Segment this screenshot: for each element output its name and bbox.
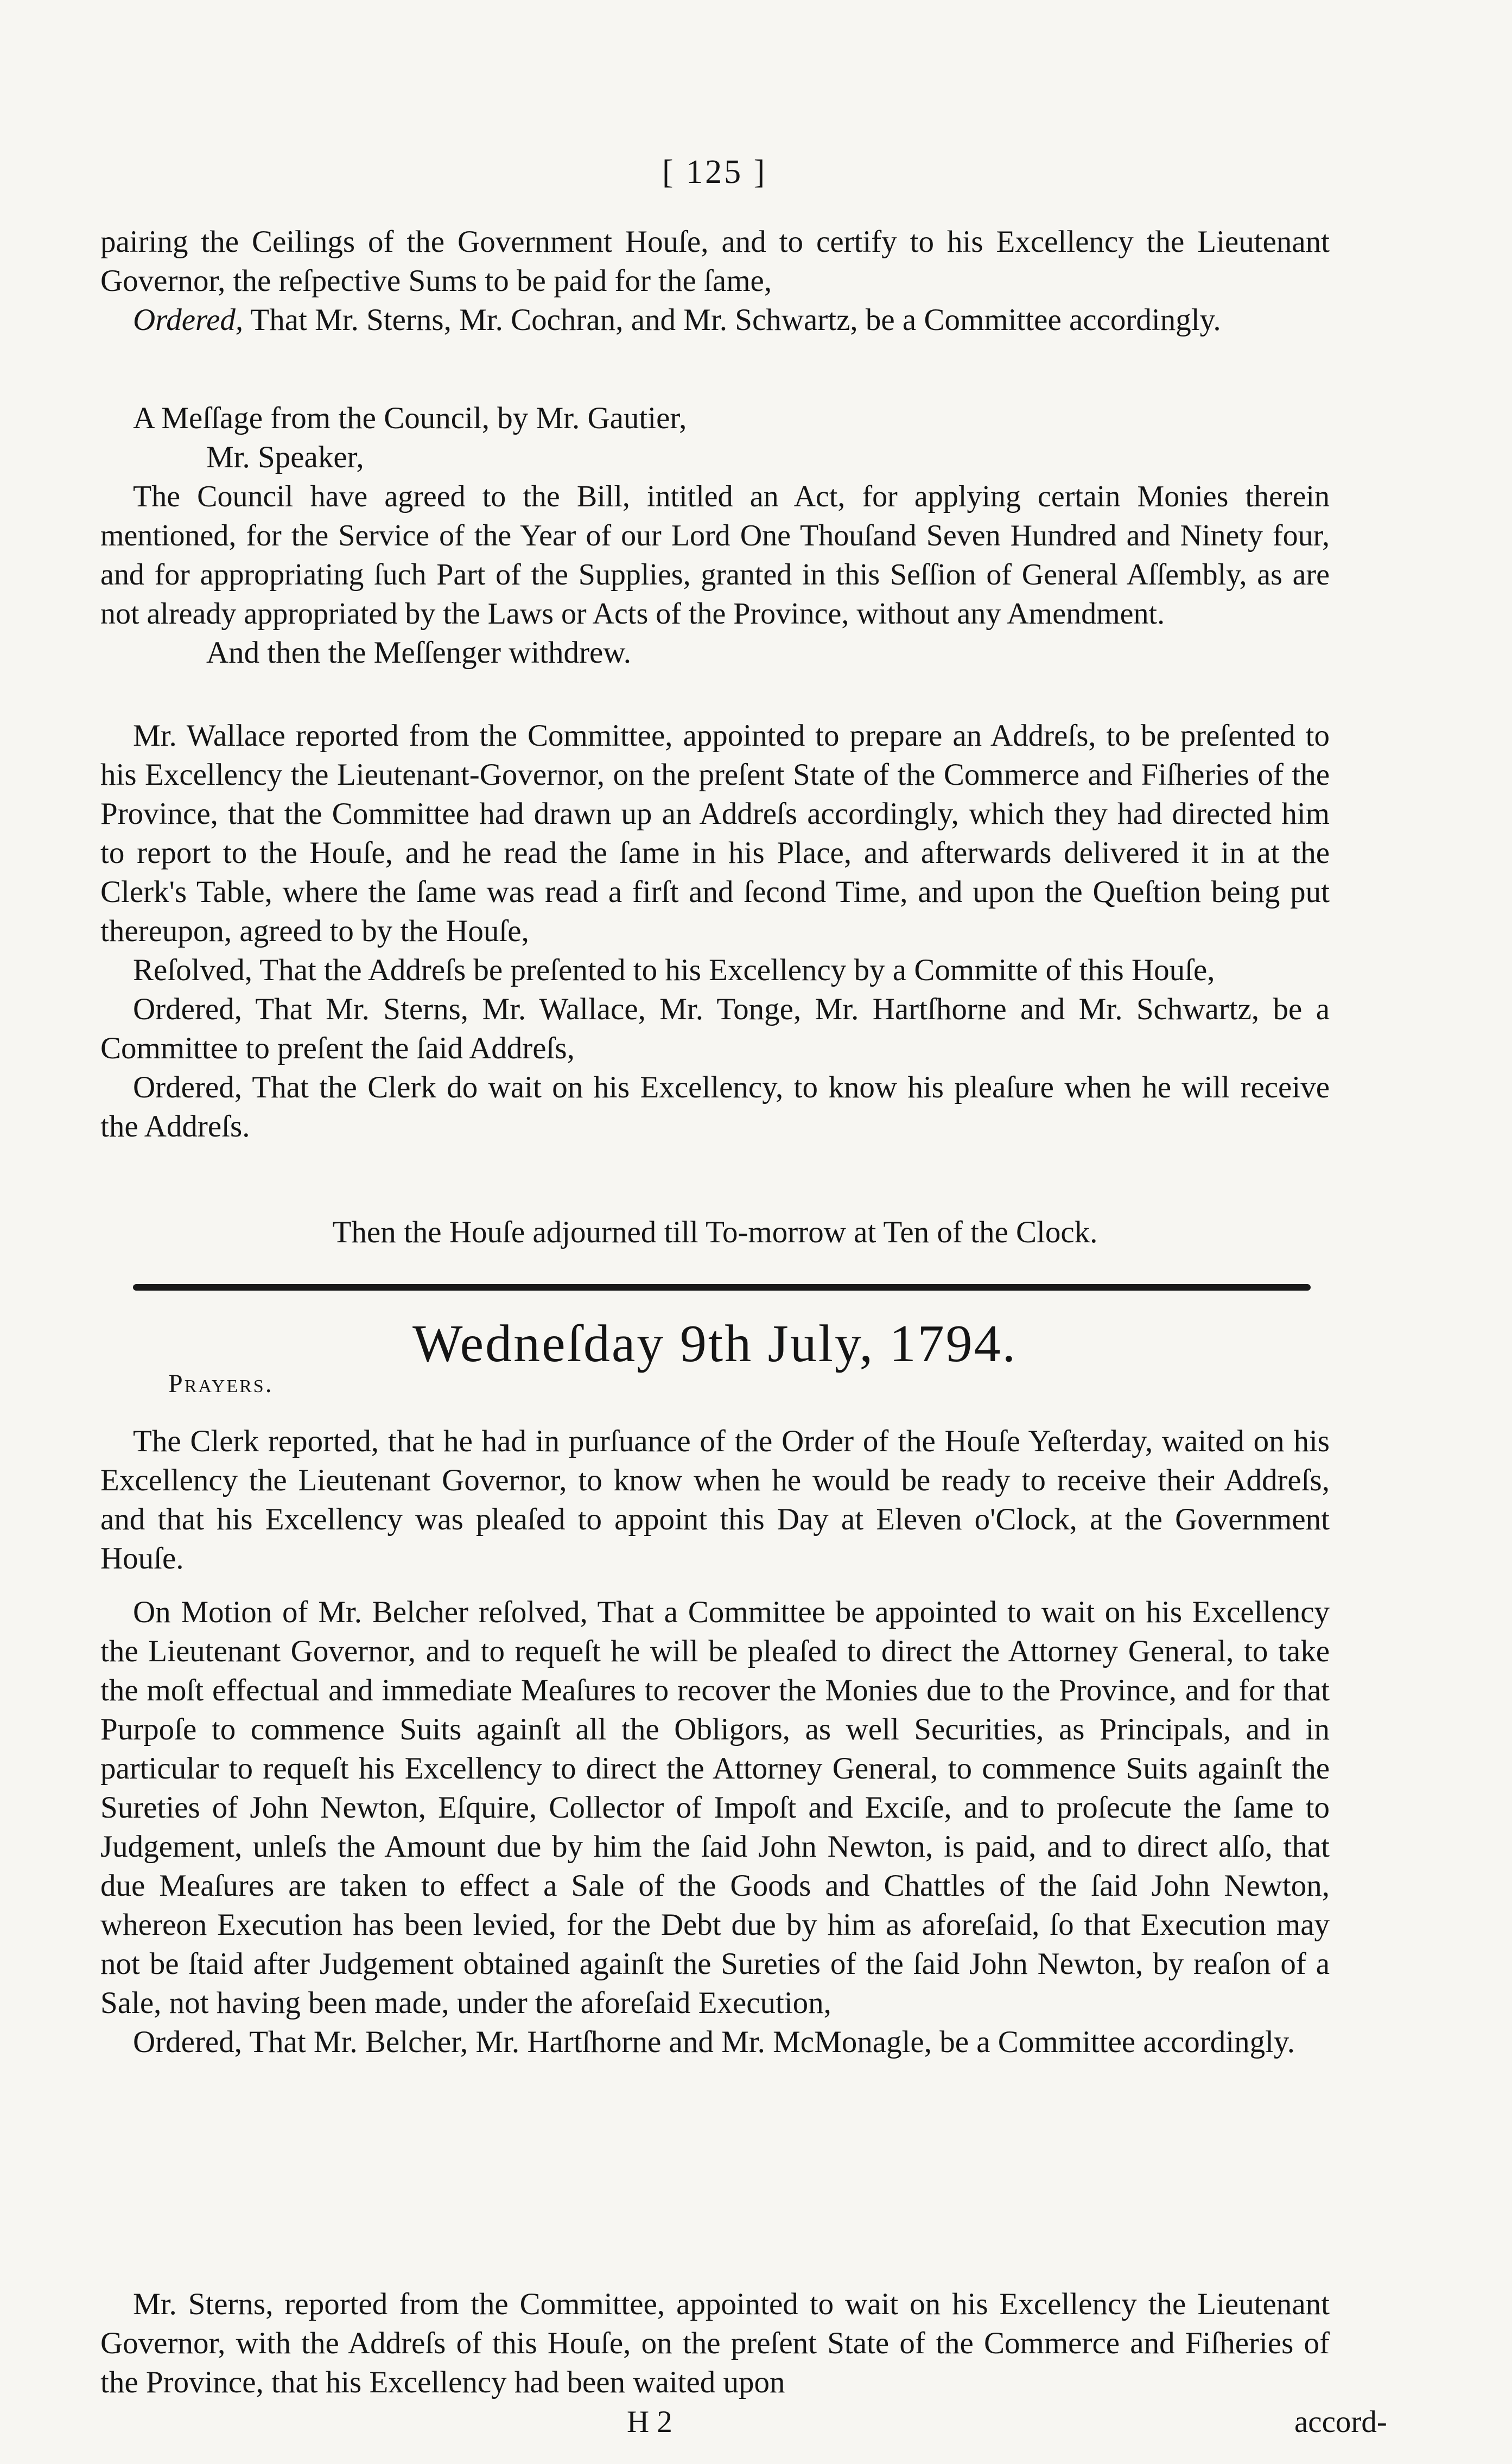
paragraph-ceilings: pairing the Ceilings of the Government Houſe, and to certify to his Excellency the Lieutenant Governor, the reſpective Sums to be paid for the ſame, (100, 225, 1330, 298)
paragraph-clerk-report: The Clerk reported, that he had in purſuance of the Order of the Houſe Yeſterday, waited on his Excellency the Lieutenant Governor, to know when he would be ready to receive their Addreſs, and that his Excellency was pleaſed to appoint this Day at Eleven o'Clock, at the Government Houſe. (100, 1424, 1330, 1576)
paragraph-wallace-report: Mr. Wallace reported from the Committee, appointed to prepare an Addreſs, to be preſented to his Excellency the Lieutenant-Governor, on the preſent State of the Commerce and Fiſheries of the Province, that the Committee had drawn up an Addreſs accordingly, which they had directed him to report to the Houſe, and he read the ſame in his Place, and afterwards delivered it in at the Clerk's Table, where the ſame was read a firſt and ſecond Time, and upon the Queſtion being put thereupon, agreed to by the Houſe, (100, 719, 1330, 948)
paragraph-council-bill: The Council have agreed to the Bill, intitled an Act, for applying certain Monies therein mentioned, for the Service of the Year of our Lord One Thouſand Seven Hundred and Ninety four, and for appropriating ſuch Part of the Supplies, granted in this Seſſion of General Aſſembly, as are not already appropriated by the Laws or Acts of the Province, without any Amendment. (100, 480, 1330, 631)
paragraph-message: A Meſſage from the Council, by Mr. Gautier, (133, 401, 687, 435)
ordered-text: That Mr. Sterns, Mr. Cochran, and Mr. Schwartz, be a Committee accordingly. (243, 303, 1221, 337)
paragraph-ordered-clerk: Ordered, That the Clerk do wait on his Excellency, to know his pleaſure when he will receive the Addreſs. (100, 1070, 1330, 1144)
paragraph-sterns-report: Mr. Sterns, reported from the Committee, appointed to wait on his Excellency the Lieutenant Governor, with the Addreſs of this Houſe, on the preſent State of the Commerce and Fiſheries of the Province, that his Excellency had been waited upon (100, 2287, 1330, 2399)
ordered-lead: Ordered, (133, 303, 244, 337)
section-divider-rule (133, 1284, 1311, 1291)
date-heading: Wedneſday 9th July, 1794. (412, 1314, 1018, 1373)
paragraph-adjourned: Then the Houſe adjourned till To-morrow at Ten of the Clock. (332, 1215, 1098, 1249)
section-belcher-motion (100, 1593, 1330, 2062)
signature-mark: H 2 (627, 2405, 672, 2439)
catchword: accord- (1294, 2405, 1387, 2439)
page-number: [ 125 ] (662, 154, 767, 190)
section-clerk-report (100, 1422, 1330, 1578)
section-ceilings (100, 223, 1330, 340)
paragraph-ordered-belcher-committee: Ordered, That Mr. Belcher, Mr. Hartſhorne and Mr. McMonagle, be a Committee accordingly. (133, 2025, 1295, 2059)
section-council-message (100, 399, 1330, 672)
section-wallace-report (100, 716, 1330, 1146)
paragraph-messenger-withdrew: And then the Meſſenger withdrew. (206, 636, 631, 670)
paragraph-ordered-committee (100, 301, 1330, 340)
paragraph-belcher-motion: On Motion of Mr. Belcher reſolved, That a Committee be appointed to wait on his Excellency the Lieutenant Governor, and to requeſt he will be pleaſed to direct the Attorney General, to take the moſt effectual and immediate Meaſures to recover the Monies due to the Province, and for that Purpoſe to commence Suits againſt all the Obligors, as well Securities, as Principals, and in particular to requeſt his Excellency to direct the Attorney General, to commence Suits againſt the Sureties of John Newton, Eſquire, Collector of Impoſt and Exciſe, and to proſecute the ſame to Judgement, unleſs the Amount due by him the ſaid John Newton, is paid, and to direct alſo, that due Meaſures are taken to effect a Sale of the Goods and Chattles of the ſaid John Newton, whereon Execution has been levied, for the Debt due by him as aforeſaid, ſo that Execution may not be ſtaid after Judgement obtained againſt the Sureties of the ſaid John Newton, by reaſon of a Sale, not having been made, under the aforeſaid Execution, (100, 1595, 1330, 2020)
paragraph-speaker: Mr. Speaker, (206, 440, 364, 474)
prayers-label: Prayers. (168, 1369, 274, 1398)
section-sterns-report (100, 2285, 1330, 2402)
paragraph-resolved: Reſolved, That the Addreſs be preſented to his Excellency by a Committe of this Houſe, (133, 953, 1215, 987)
paragraph-ordered-address-committee: Ordered, That Mr. Sterns, Mr. Wallace, Mr. Tonge, Mr. Hartſhorne and Mr. Schwartz, be a Committee to preſent the ſaid Addreſs, (100, 992, 1330, 1065)
